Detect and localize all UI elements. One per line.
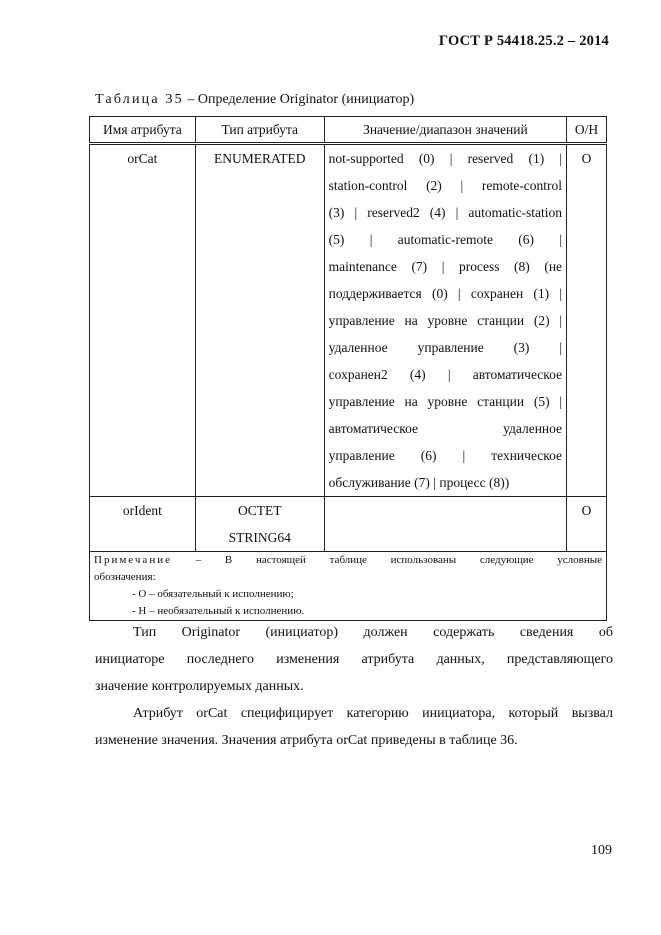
table-row [90,144,607,497]
type-line: STRING64 [228,530,291,545]
note-item: - Н – необязательный к исполнению. [132,605,305,617]
paragraph-line: Тип Originator (инициатор) должен содержать сведения об [133,625,613,640]
type-line: OCTET [237,503,282,518]
value-line: сохранен2 (4) | автоматическое [328,367,563,382]
value-range-cell [324,144,566,497]
table-row [90,497,607,552]
paragraph-line: значение контролируемых данных. [95,679,304,694]
column-header: Имя атрибута [90,117,196,144]
table-note-row [90,552,607,621]
value-range-cell [324,497,566,552]
value-line: управление на уровне станции (5) | [328,394,563,409]
column-header: О/Н [567,117,607,144]
note-body: – В настоящей таблице использованы следующие условные [171,554,602,566]
value-line: поддерживается (0) | сохранен (1) | [328,286,563,301]
attribute-name-cell: orIdent [90,497,196,552]
table-caption-title: – Определение Originator (инициатор) [183,92,415,107]
paragraph-line: инициаторе последнего изменения атрибута данных, представляющего [95,652,613,667]
value-line: управление на уровне станции (2) | [328,313,563,328]
value-line: maintenance (7) | process (8) (не [328,259,563,274]
value-line: обслуживание (7) | процесс (8)) [328,475,510,490]
column-header: Значение/диапазон значений [324,117,566,144]
mandatory-cell: О [567,144,607,497]
table-caption-label: Таблица 35 [95,92,184,107]
paragraph-line: Атрибут orCat специфицирует категорию инициатора, который вызвал [133,706,613,721]
note-item: - О – обязательный к исполнению; [132,588,294,600]
note-text [94,552,602,569]
value-line: not-supported (0) | reserved (1) | [328,151,563,166]
attribute-type-cell: ENUMERATED [195,144,324,497]
paragraph-originator [95,619,613,700]
mandatory-cell: О [567,497,607,552]
attribute-type-cell [195,497,324,552]
value-line: (3) | reserved2 (4) | automatic-station [328,205,563,220]
value-line: автоматическое удаленное [328,421,563,436]
originator-table [89,116,607,621]
paragraph-line: изменение значения. Значения атрибута orCat приведены в таблице 36. [95,733,518,748]
note-text-continued: обозначения: [94,571,156,583]
table-note [90,552,607,621]
page-number: 109 [591,843,612,858]
document-header: ГОСТ Р 54418.25.2 – 2014 [438,33,609,49]
value-line: station-control (2) | remote-control [328,178,563,193]
note-label: Примечание [94,554,172,566]
attribute-name-cell: orCat [90,144,196,497]
value-line: удаленное управление (3) | [328,340,563,355]
table-caption [95,92,414,108]
value-line: управление (6) | техническое [328,448,563,463]
table-header-row [90,117,607,144]
paragraph-orcat [95,700,613,754]
value-line: (5) | automatic-remote (6) | [328,232,563,247]
column-header: Тип атрибута [195,117,324,144]
